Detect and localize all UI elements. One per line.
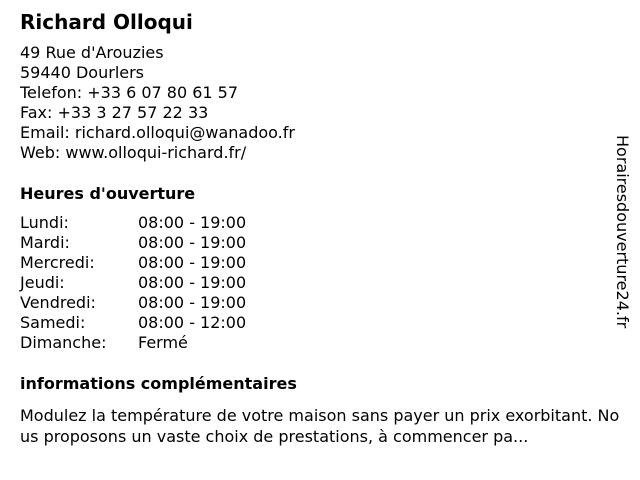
day-label: Samedi: (20, 313, 86, 332)
time-value: 08:00 - 19:00 (138, 213, 247, 232)
opening-hours-table (20, 213, 246, 353)
phone-text: Telefon: +33 6 07 80 61 57 (20, 83, 239, 102)
time-value: 08:00 - 12:00 (138, 313, 247, 332)
time-value: 08:00 - 19:00 (138, 273, 247, 292)
time-value: Fermé (138, 333, 188, 352)
opening-hours-heading: Heures d'ouverture (20, 184, 196, 203)
additional-info-heading: informations complémentaires (20, 374, 297, 393)
day-label: Jeudi: (20, 273, 65, 292)
side-brand-text: Horairesdouverture24.fr (613, 135, 632, 329)
address-line-1: 49 Rue d'Arouzies (20, 43, 164, 62)
day-label: Mardi: (20, 233, 70, 252)
address-line-2: 59440 Dourlers (20, 63, 145, 82)
hours-row-sunday (20, 333, 246, 353)
hours-row-saturday (20, 313, 246, 333)
contact-block (20, 43, 295, 163)
hours-row-wednesday (20, 253, 246, 273)
time-value: 08:00 - 19:00 (138, 293, 247, 312)
business-name: Richard Olloqui (20, 10, 193, 34)
day-label: Mercredi: (20, 253, 95, 272)
additional-info-text: Modulez la température de votre maison sans payer un prix exorbitant. Nous proposons un vaste choix de prestations, à commencer pa... (20, 406, 620, 446)
time-value: 08:00 - 19:00 (138, 233, 247, 252)
time-value: 08:00 - 19:00 (138, 253, 247, 272)
email-text: Email: richard.olloqui@wanadoo.fr (20, 123, 295, 142)
hours-row-friday (20, 293, 246, 313)
website-text: Web: www.olloqui-richard.fr/ (20, 143, 247, 162)
hours-row-tuesday (20, 233, 246, 253)
day-label: Vendredi: (20, 293, 96, 312)
hours-row-monday (20, 213, 246, 233)
day-label: Lundi: (20, 213, 69, 232)
day-label: Dimanche: (20, 333, 107, 352)
hours-row-thursday (20, 273, 246, 293)
fax-text: Fax: +33 3 27 57 22 33 (20, 103, 209, 122)
